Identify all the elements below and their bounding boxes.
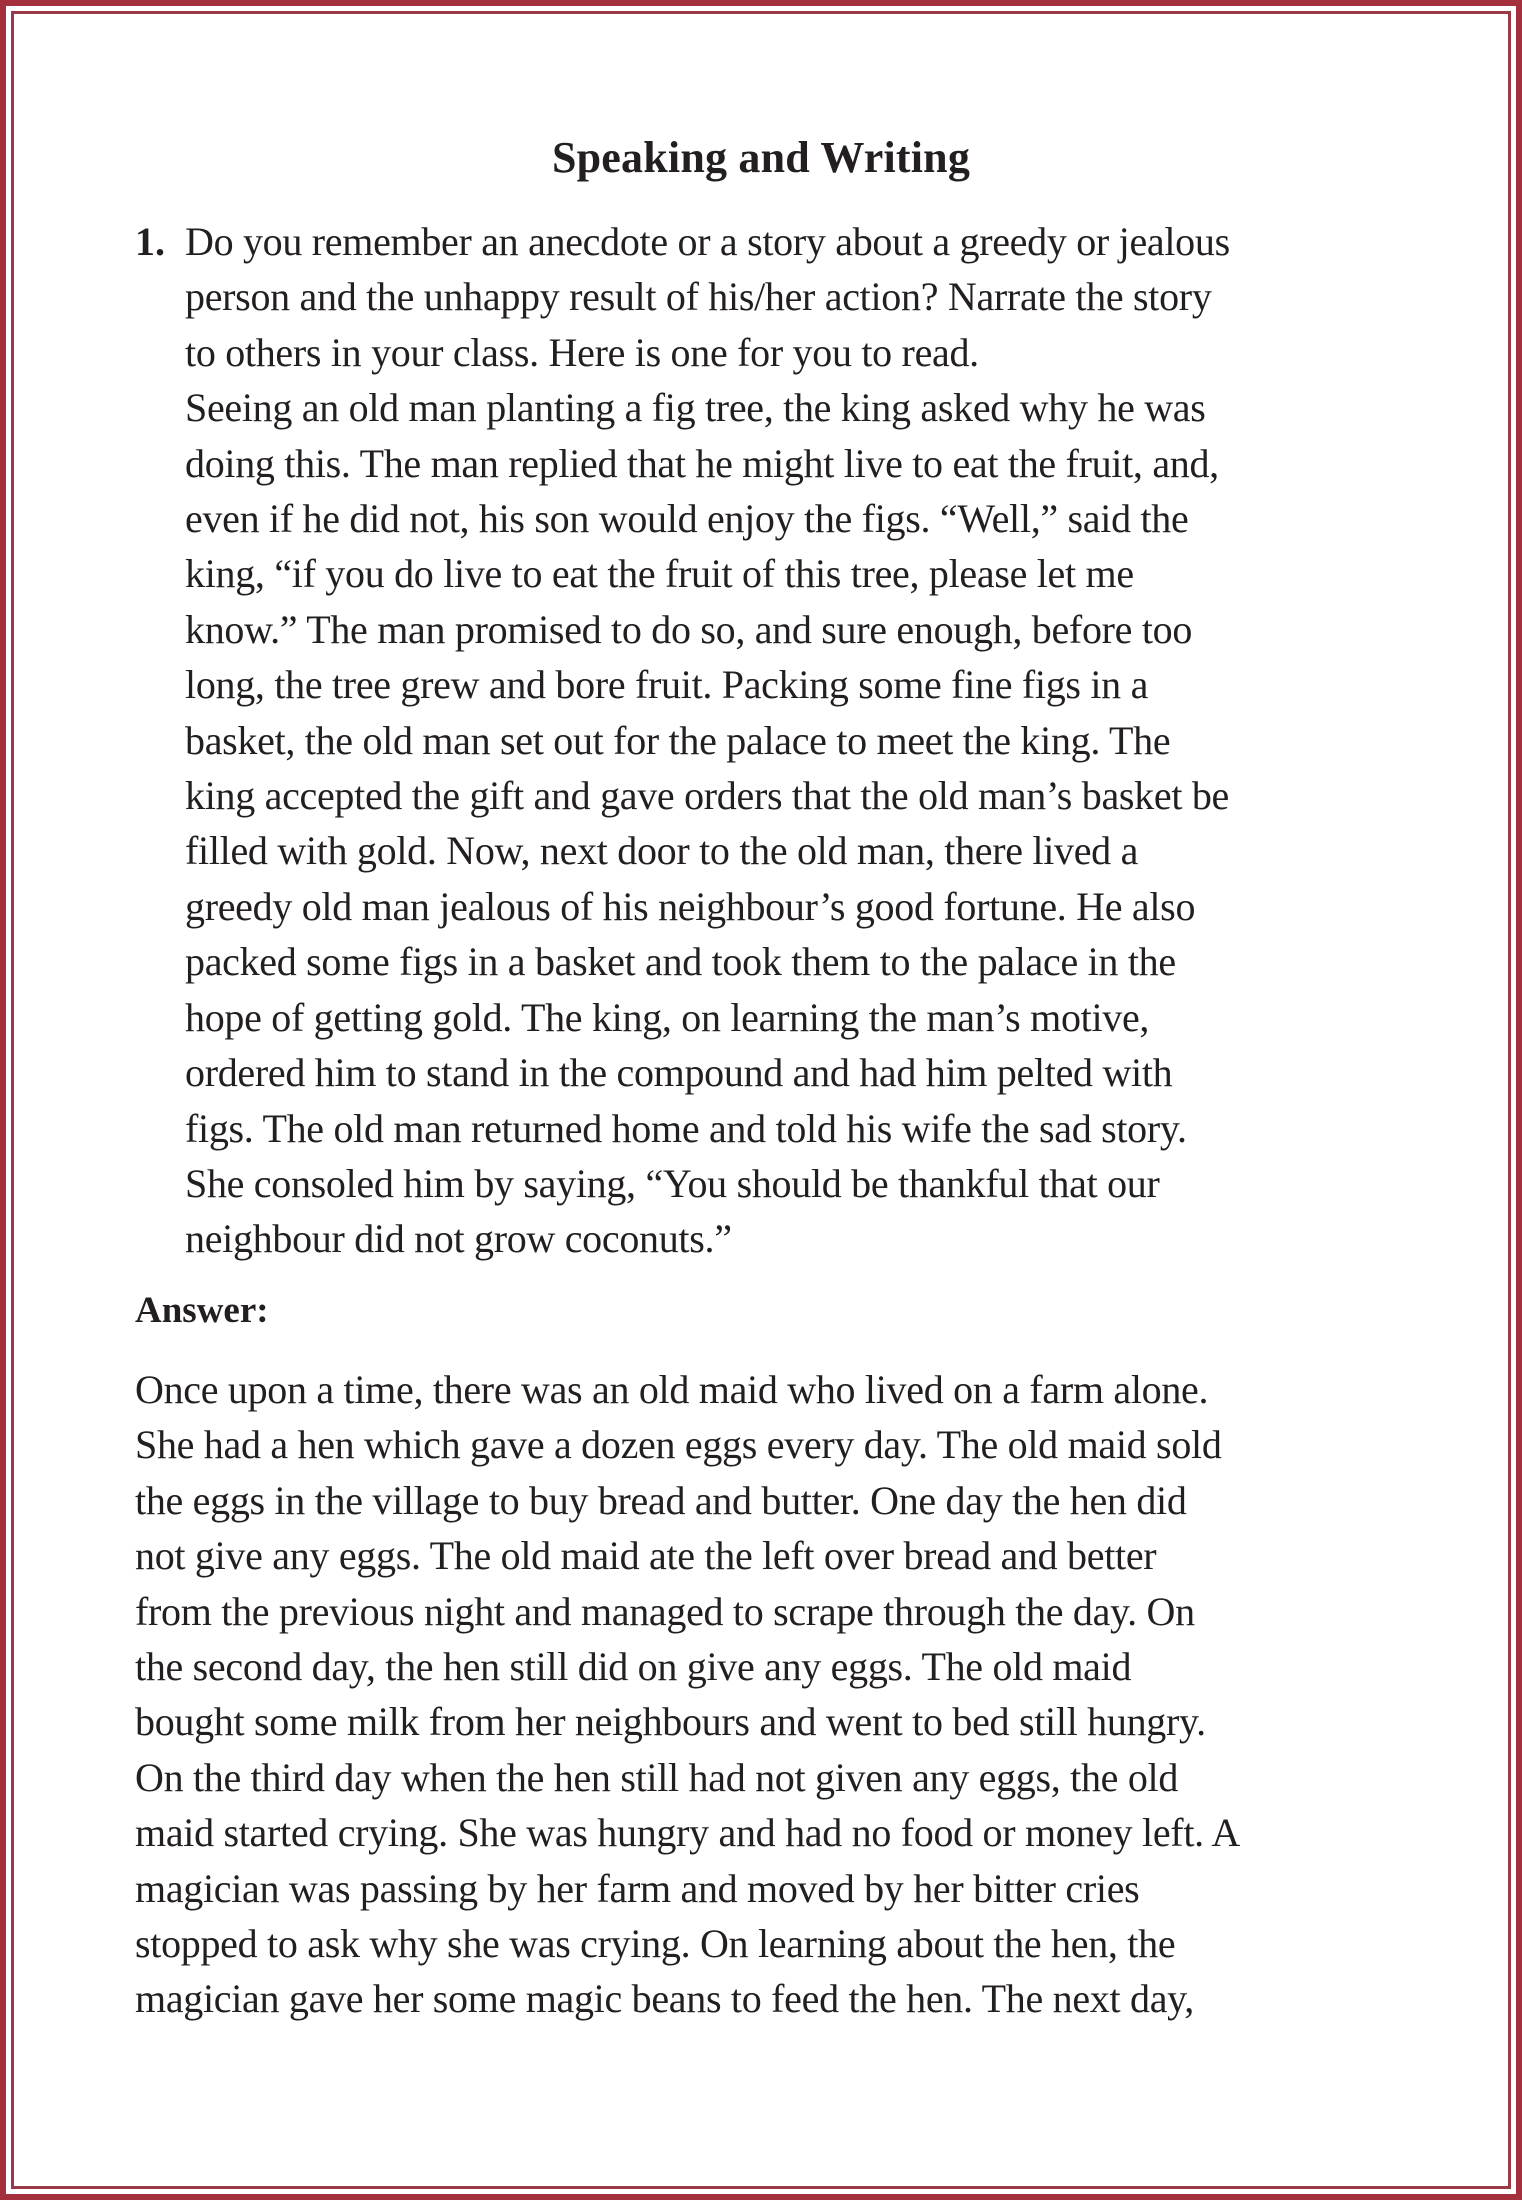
answer-text — [135, 1362, 1455, 2027]
question-line: person and the unhappy result of his/her action? Narrate the story — [185, 274, 1212, 320]
question-line: Do you remember an anecdote or a story about a greedy or jealous — [185, 219, 1230, 264]
story-line: basket, the old man set out for the palace to meet the king. The — [185, 717, 1171, 763]
answer-line: from the previous night and managed to scrape through the day. On — [135, 1588, 1195, 1634]
answer-line: the eggs in the village to buy bread and butter. One day the hen did — [135, 1477, 1187, 1523]
story-line: filled with gold. Now, next door to the old man, there lived a — [185, 828, 1139, 874]
answer-line: Once upon a time, there was an old maid who lived on a farm alone. — [135, 1367, 1209, 1412]
story-line: know.” The man promised to do so, and sure enough, before too — [185, 606, 1193, 652]
story-line: doing this. The man replied that he might live to eat the fruit, and, — [185, 440, 1219, 486]
story-line: Seeing an old man planting a fig tree, the king asked why he was — [185, 385, 1206, 431]
answer-line: stopped to ask why she was crying. On learning about the hen, the — [135, 1921, 1176, 1967]
answer-line: bought some milk from her neighbours and went to bed still hungry. — [135, 1699, 1206, 1745]
answer-heading: Answer: — [135, 1290, 269, 1331]
question-text — [185, 214, 1230, 1267]
story-line: hope of getting gold. The king, on learning the man’s motive, — [185, 994, 1150, 1040]
answer-line: the second day, the hen still did on give any eggs. The old maid — [135, 1644, 1132, 1690]
story-line: She consoled him by saying, “You should be thankful that our — [185, 1160, 1160, 1206]
section-title: Speaking and Writing — [551, 133, 971, 182]
answer-line: magician was passing by her farm and moved by her bitter cries — [135, 1865, 1140, 1911]
answer-line: On the third day when the hen still had not given any eggs, the old — [135, 1754, 1179, 1800]
question-number: 1. — [135, 219, 165, 264]
story-line: long, the tree grew and bore fruit. Packing some fine figs in a — [185, 662, 1149, 708]
answer-line: She had a hen which gave a dozen eggs every day. The old maid sold — [135, 1422, 1222, 1468]
story-line: greedy old man jealous of his neighbour’s good fortune. He also — [185, 883, 1196, 929]
story-line: packed some figs in a basket and took them to the palace in the — [185, 939, 1176, 985]
story-line: even if he did not, his son would enjoy the figs. “Well,” said the — [185, 496, 1189, 542]
answer-line: not give any eggs. The old maid ate the left over bread and better — [135, 1533, 1157, 1579]
story-line: king accepted the gift and gave orders that the old man’s basket be — [185, 773, 1229, 819]
question-line: to others in your class. Here is one for you to read. — [185, 329, 979, 375]
story-line: neighbour did not grow coconuts.” — [185, 1216, 732, 1262]
story-line: ordered him to stand in the compound and had him pelted with — [185, 1050, 1173, 1096]
story-line: king, “if you do live to eat the fruit of this tree, please let me — [185, 551, 1134, 597]
story-line: figs. The old man returned home and told his wife the sad story. — [185, 1105, 1187, 1151]
answer-line: magician gave her some magic beans to feed the hen. The next day, — [135, 1976, 1194, 2022]
answer-line: maid started crying. She was hungry and had no food or money left. A — [135, 1810, 1240, 1856]
